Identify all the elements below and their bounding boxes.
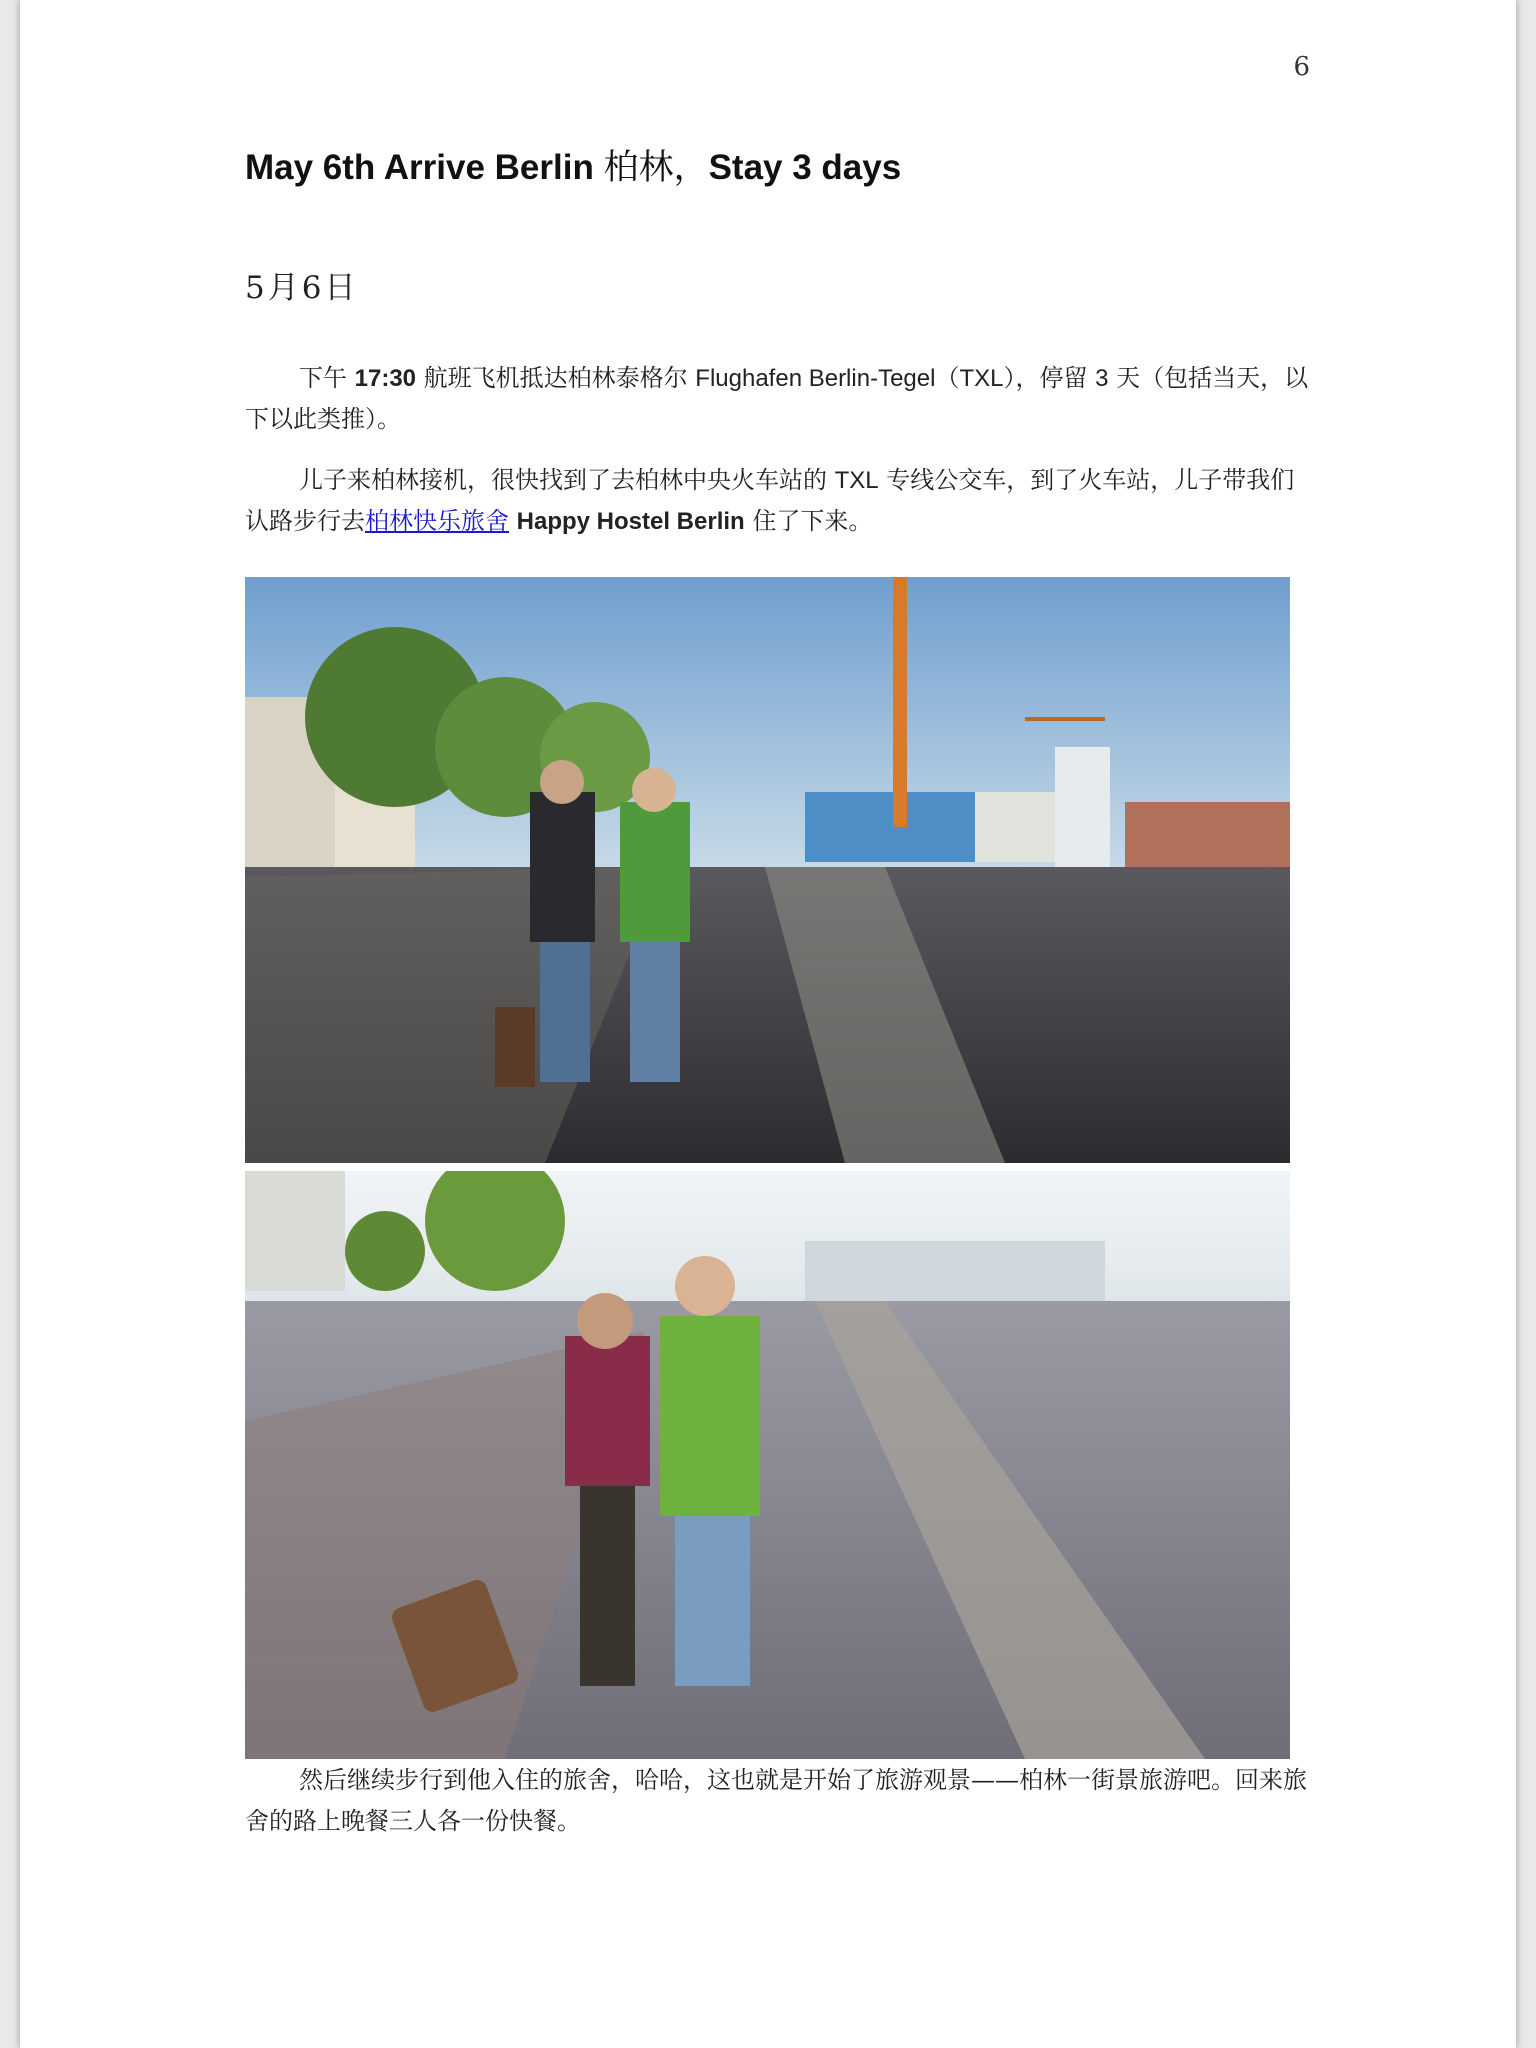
para2-text-d: 住了下来。 xyxy=(744,507,873,535)
date-heading: 5月6日 xyxy=(245,270,359,306)
photo2-illustration xyxy=(245,1171,1290,1759)
hostel-name: Happy Hostel Berlin xyxy=(516,508,745,535)
title-chinese: 柏林， xyxy=(603,148,709,188)
photo-two-men-station-plaza xyxy=(245,577,1290,1163)
title-part2: Stay 3 days xyxy=(708,148,902,187)
photo-couple-with-suitcase xyxy=(245,1171,1290,1759)
title-part1: May 6th Arrive Berlin xyxy=(245,148,604,187)
document-page xyxy=(20,0,1516,2048)
stay-days: 3 xyxy=(1095,365,1109,392)
paragraph-arrival xyxy=(245,358,1310,440)
airport-code: TXL xyxy=(959,365,1004,392)
para2-text-b: 专线公交车，到了火车站，儿子带我们认路步行去 xyxy=(245,466,1295,535)
bus-line: TXL xyxy=(834,467,879,494)
page-title xyxy=(245,140,901,190)
page-number: 6 xyxy=(1293,52,1310,82)
airport-name: Flughafen Berlin-Tegel xyxy=(695,365,936,392)
para1-text-b: 航班飞机抵达柏林泰格尔 xyxy=(416,364,696,392)
para1-text-a: 下午 xyxy=(299,364,355,392)
para2-text-c xyxy=(509,507,517,535)
paragraph-hostel xyxy=(245,460,1310,542)
hostel-link[interactable]: 柏林快乐旅舍 xyxy=(365,507,509,535)
paragraph-walk: 然后继续步行到他入住的旅舍，哈哈，这也就是开始了旅游观景——柏林一街景旅游吧。回来旅舍的路上晚餐三人各一份快餐。 xyxy=(245,1766,1307,1835)
para1-text-c: （ xyxy=(935,364,960,392)
para2-text-a: 儿子来柏林接机，很快找到了去柏林中央火车站的 xyxy=(299,466,835,494)
photo1-illustration xyxy=(245,577,1290,1163)
para1-text-d: ），停留 xyxy=(1003,364,1096,392)
flight-time: 17:30 xyxy=(354,365,417,392)
para1-text-e: 天（包括当天，以下以此类推）。 xyxy=(245,364,1309,433)
